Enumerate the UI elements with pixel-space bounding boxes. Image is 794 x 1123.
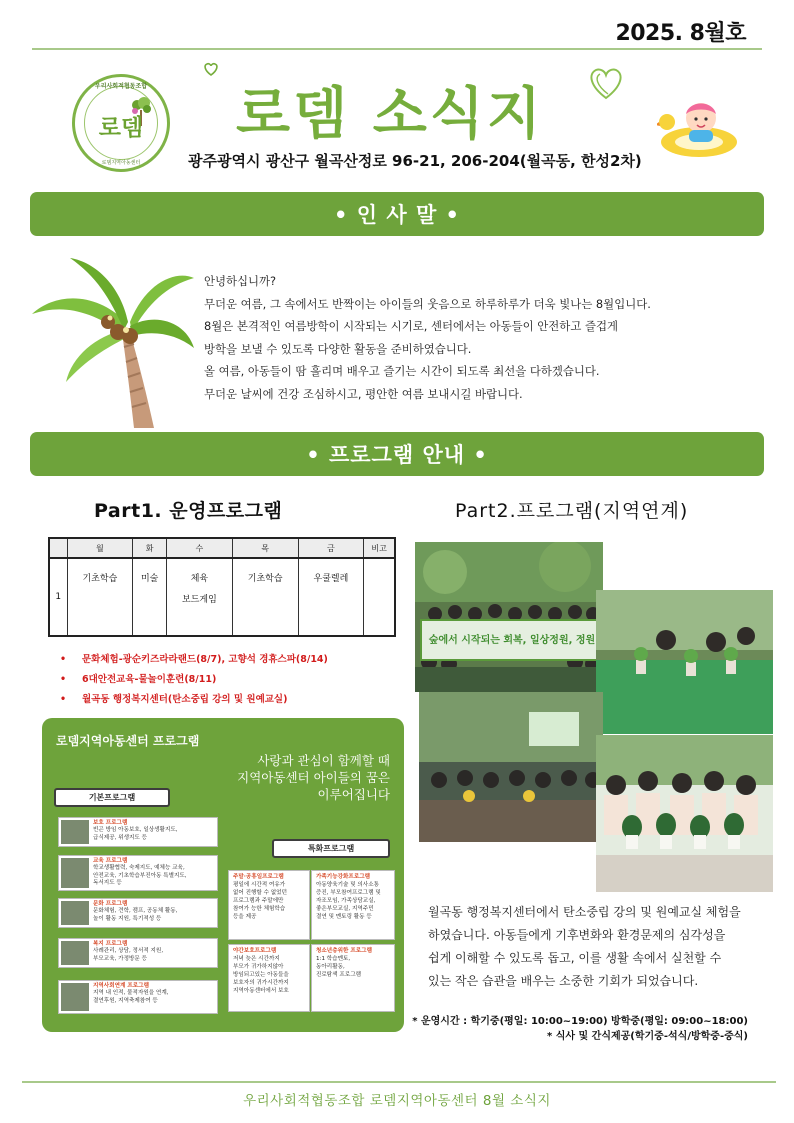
special-program-card	[311, 944, 395, 1012]
greeting-text	[204, 270, 651, 405]
program-desc: 등을 제공	[233, 914, 257, 920]
greeting-line: 무더운 날씨에 건강 조심하시고, 평안한 여름 보내시길 바랍니다.	[204, 386, 523, 401]
program-desc: 프로그램과 주말에만	[233, 898, 284, 904]
program-desc: 부모가 귀가하지않아	[233, 964, 284, 970]
basic-program-card	[58, 898, 218, 928]
center-logo	[72, 74, 170, 172]
report-line: 하였습니다. 아동들에게 기후변화와 환경문제의 심각성을	[428, 928, 726, 942]
program-name: 주말·공휴일프로그램	[233, 874, 284, 880]
program-name: 지역사회연계 프로그램	[93, 983, 149, 989]
header-divider	[32, 48, 762, 50]
table-row	[49, 558, 395, 636]
program-desc: 참여가 능한 체험학습	[233, 906, 286, 912]
center-slogan	[237, 752, 390, 803]
palm-tree-illustration	[26, 252, 196, 430]
table-header: 비고	[364, 538, 395, 558]
program-desc: 1:1 학습멘토,	[316, 956, 351, 962]
program-desc: 평일에 시간적 여유가	[233, 882, 286, 888]
basic-program-card	[58, 817, 218, 847]
lecture-photo	[419, 692, 603, 842]
hours-line: * 운영시간 : 학기중(평일: 10:00~19:00) 방학중(평일: 09:00~18:00)	[412, 1016, 748, 1027]
program-desc: 자조모임, 가족상담교실,	[316, 898, 376, 904]
program-name: 보호 프로그램	[93, 820, 128, 826]
basic-program-card	[58, 855, 218, 891]
special-program-card	[228, 870, 310, 940]
program-desc: 좋은부모교실, 지역주민	[316, 906, 374, 912]
logo-bottom-text: 로뎀지역아동센터	[101, 160, 141, 166]
program-desc: 독서지도 등	[93, 880, 122, 887]
newsletter-title: 로뎀 소식지	[236, 82, 544, 147]
program-desc: 놀이 활동 지원, 특기적성 등	[93, 915, 162, 922]
heart-double-icon	[586, 62, 626, 102]
report-line: 월곡동 행정복지센터에서 탄소중립 강의 및 원예교실 체험을	[428, 905, 741, 919]
slogan-line: 지역아동센터 아이들의 꿈은	[237, 770, 390, 785]
program-desc: 빈곤 방임 아동보호, 일상생활지도,	[93, 827, 178, 834]
report-line: 있는 작은 습관을 배우는 소중한 기회가 되었습니다.	[428, 974, 699, 988]
special-program-label: 특화프로그램	[272, 839, 390, 858]
logo-word: 로뎀	[98, 115, 144, 141]
program-desc: 증진, 부모참여프로그램 및	[316, 890, 381, 896]
greeting-line: 올 여름, 아동들이 땀 흘리며 배우고 즐기는 시간이 되도록 최선을 다하겠습니다.	[204, 364, 600, 378]
program-desc: 보호자의 귀가시간까지	[233, 980, 289, 986]
greeting-banner: • 인 사 말 •	[30, 192, 764, 236]
table-header: 금	[298, 538, 364, 558]
table-cell: 우쿨렐레	[298, 558, 364, 636]
logo-top-text: 우리사회적협동조합	[94, 83, 148, 90]
slogan-line: 이루어집니다	[317, 787, 390, 802]
program-desc: 급식제공, 위생지도 등	[93, 834, 147, 841]
list-item: • 문화체험-광순키즈라라랜드(8/7), 고향석 경휴스파(8/14)	[72, 650, 328, 670]
photo-banner-text: 숲에서 시작되는 회복, 일상정원, 정원	[428, 635, 596, 646]
program-notes	[72, 650, 328, 710]
table-header: 수	[167, 538, 233, 558]
table-header: 목	[232, 538, 298, 558]
part1-title: Part1. 운영프로그램	[94, 500, 283, 522]
program-desc: 부모교육, 가정방문 등	[93, 955, 147, 962]
program-desc: 지역아동센터에서 보호	[233, 988, 289, 994]
table-cell: 미술	[133, 558, 167, 636]
group-photo	[415, 542, 603, 692]
special-program-card	[228, 944, 310, 1012]
program-desc: 아동양육기술 및 의사소통	[316, 882, 379, 888]
greeting-line: 방학을 보낼 수 있도록 다양한 활동을 준비하였습니다.	[204, 341, 472, 356]
table-cell: 기초학습	[67, 558, 133, 636]
program-desc: 결연후원, 지역축제참여 등	[93, 997, 158, 1004]
basic-program-label: 기본프로그램	[54, 788, 170, 807]
greeting-line: 안녕하십니까?	[204, 274, 277, 288]
program-desc: 없어 진행할 수 없었던	[233, 890, 287, 896]
report-line: 쉽게 이해할 수 있도록 돕고, 이를 생활 속에서 실천할 수	[428, 951, 722, 965]
weekly-schedule-table	[48, 537, 396, 637]
heart-outline-icon	[203, 62, 219, 76]
program-photo	[61, 901, 89, 925]
issue-label: 2025. 8월호	[615, 21, 746, 46]
table-cell: 기초학습	[232, 558, 298, 636]
activity-report	[428, 901, 741, 993]
center-address: 광주광역시 광산구 월곡산정로 96-21, 206-204(월곡동, 한성2차)	[188, 152, 642, 170]
children-with-plants-photo	[596, 735, 773, 892]
planting-photo	[596, 590, 773, 734]
program-banner: • 프로그램 안내 •	[30, 432, 764, 476]
program-desc: 지역 내 인적, 물적자원을 연계,	[93, 990, 169, 997]
part2-title: Part2.프로그램(지역연계)	[455, 500, 689, 522]
program-desc: 학교생활협력, 숙제지도, 예체능 교육,	[93, 865, 185, 872]
list-item: • 월곡동 행정복지센터(탄소중립 강의 및 원예교실)	[72, 690, 328, 710]
table-cell-line: 체육	[190, 574, 209, 584]
program-desc: 문화체험, 견학, 캠프, 공동체 활동,	[93, 908, 178, 915]
hours-line: * 식사 및 간식제공(학기중-석식/방학중-중식)	[547, 1031, 748, 1042]
basic-program-card	[58, 938, 218, 968]
greeting-line: 무더운 여름, 그 속에서도 반짝이는 아이들의 웃음으로 하루하루가 더욱 빛나는 8월입니다.	[204, 296, 651, 311]
program-desc: 동아리활동,	[316, 964, 345, 970]
list-item: • 6대안전교육-물놀이훈련(8/11)	[72, 670, 328, 690]
table-header	[49, 538, 67, 558]
program-name: 문화 프로그램	[93, 901, 128, 907]
operating-hours	[412, 1014, 748, 1044]
program-photo	[61, 858, 89, 888]
program-desc: 사례관리, 상담, 정서적 지원,	[93, 948, 164, 955]
program-desc: 결연 및 멘토링 활동 등	[316, 914, 372, 920]
footer-text: 우리사회적협동조합 로뎀지역아동센터 8월 소식지	[243, 1093, 551, 1109]
table-cell-line: 보드게임	[182, 595, 217, 605]
table-header: 화	[133, 538, 167, 558]
table-cell	[364, 558, 395, 636]
basic-program-card	[58, 980, 218, 1014]
kid-float-illustration	[657, 92, 743, 160]
special-program-card	[311, 870, 395, 940]
program-photo	[61, 820, 89, 844]
program-name: 복지 프로그램	[93, 941, 128, 947]
program-name: 교육 프로그램	[93, 858, 128, 864]
program-name: 가족기능강화프로그램	[316, 874, 371, 880]
program-desc: 저녁 늦은 시간까지	[233, 956, 280, 962]
program-name: 야간보호프로그램	[233, 948, 277, 954]
program-desc: 진로탐색 프로그램	[316, 972, 362, 978]
slogan-line: 사랑과 관심이 함께할 때	[257, 753, 390, 768]
program-photo	[61, 983, 89, 1011]
program-photo	[61, 941, 89, 965]
greeting-line: 8월은 본격적인 여름방학이 시작되는 시기로, 센터에서는 아동들이 안전하고 즐겁게	[204, 319, 618, 333]
table-header: 월	[67, 538, 133, 558]
program-name: 청소년층위한 프로그램	[316, 948, 372, 954]
center-program-title: 로뎀지역아동센터 프로그램	[56, 734, 200, 748]
program-desc: 방임되고있는 아동들을	[233, 972, 289, 978]
table-cell: 1	[49, 558, 67, 636]
program-desc: 안전교육, 기초학습부진아동 특별지도,	[93, 872, 187, 879]
footer-divider	[22, 1081, 776, 1083]
table-cell	[167, 558, 233, 636]
